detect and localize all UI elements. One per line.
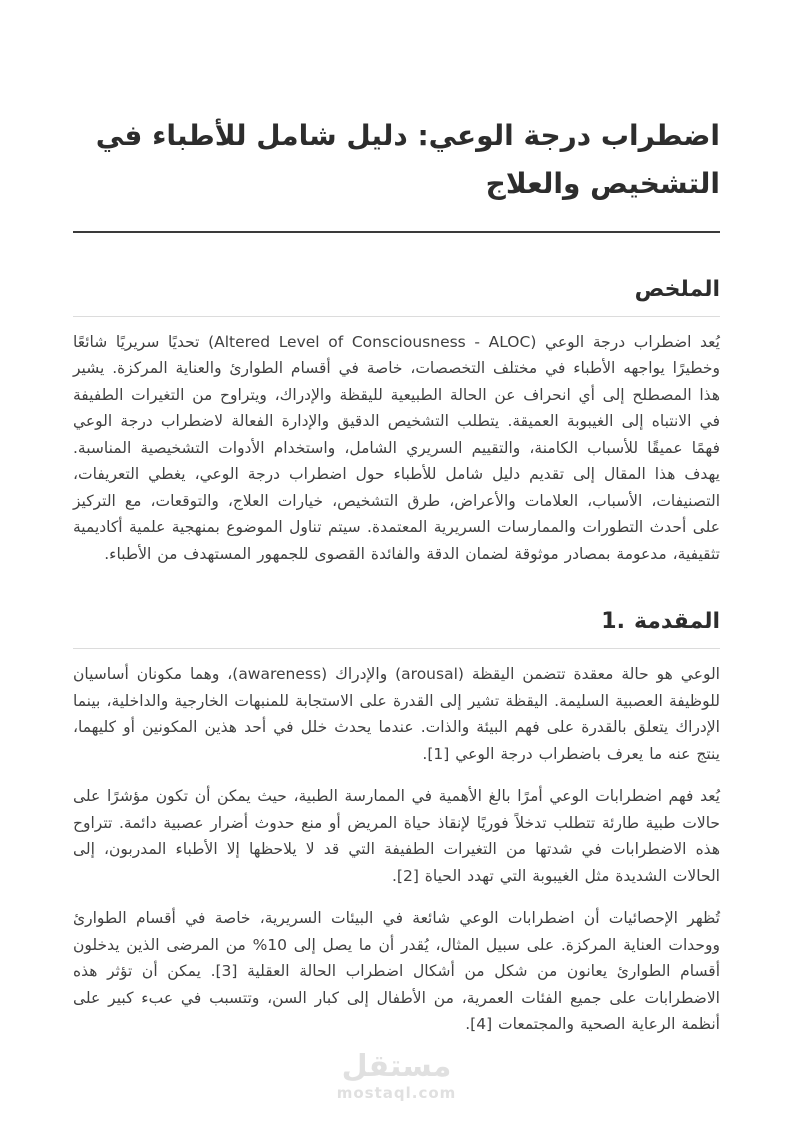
document-title: اضطراب درجة الوعي: دليل شامل للأطباء في التشخيص والعلاج: [95, 119, 720, 200]
section-heading: المقدمة: [633, 609, 720, 635]
watermark-domain-text: mostaql.com: [336, 1083, 457, 1102]
section-summary: [73, 275, 720, 567]
paragraph: الوعي هو حالة معقدة تتضمن اليقظة (arousal) والإدراك (awareness)، وهما مكونان أساسيان للوظيفة العصبية السليمة. اليقظة تشير إلى القدرة على الاستجابة للمنبهات الخارجية والداخلية، بينما الإدراك يتعلق بالقدرة على فهم البيئة والذات. عندما يحدث خلل في أحد هذين المكونين أو كليهما، ينتج عنه ما يعرف باضطراب درجة الوعي [1].: [73, 665, 720, 763]
mostaql-logo: مستقل: [341, 1048, 452, 1084]
section-heading-row: [73, 607, 720, 638]
paragraph: تُظهر الإحصائيات أن اضطرابات الوعي شائعة في البيئات السريرية، خاصة في أقسام الطوارئ ووحدات العناية المركزة. على سبيل المثال، يُقدر أن ما يصل إلى 10% من المرضى الذين يدخلون أقسام الطوارئ يعانون من شكل من أشكال اضطراب الحالة العقلية [3]. يمكن أن تؤثر هذه الاضطرابات على جميع الفئات العمرية، من الأطفال إلى كبار السن، وتتسبب في عبء كبير على أنظمة الرعاية الصحية والمجتمعات [4].: [73, 909, 720, 1034]
watermark: [73, 1048, 720, 1102]
section-number: 1.: [601, 609, 625, 635]
heading-divider: [73, 648, 720, 649]
heading-divider: [73, 316, 720, 317]
section-introduction: [73, 607, 720, 1037]
title-divider: [73, 231, 720, 233]
paragraph: يُعد فهم اضطرابات الوعي أمرًا بالغ الأهمية في الممارسة الطبية، حيث يمكن أن تكون مؤشرًا على حالات طبية طارئة تتطلب تدخلاً فوريًا لإنقاذ حياة المريض أو منع حدوث أضرار عصبية دائمة. تتراوح هذه الاضطرابات في شدتها من التغيرات الطفيفة التي قد لا يلاحظها إلا الأطباء المدربون، إلى الحالات الشديدة مثل الغيبوبة التي تهدد الحياة [2].: [73, 787, 720, 885]
section-heading: الملخص: [634, 277, 720, 303]
section-heading-row: [73, 275, 720, 306]
paragraph: يُعد اضطراب درجة الوعي (Altered Level of Consciousness - ALOC) تحديًا سريريًا شائعًا وخطيرًا يواجهه الأطباء في مختلف التخصصات، خاصة في أقسام الطوارئ والعناية المركزة. يشير هذا المصطلح إلى أي انحراف عن الحالة الطبيعية لليقظة والإدراك، ويتراوح من التغيرات الطفيفة في الانتباه إلى الغيبوبة العميقة. يتطلب التشخيص الدقيق والإدارة الفعالة لاضطراب درجة الوعي فهمًا عميقًا للأسباب الكامنة، والتقييم السريري الشامل، واستخدام الأدوات التشخيصية المناسبة. يهدف هذا المقال إلى تقديم دليل شامل للأطباء حول اضطراب درجة الوعي، يغطي التعريفات، التصنيفات، الأسباب، العلامات والأعراض، طرق التشخيص، خيارات العلاج، والتوقعات، مع التركيز على أحدث التطورات والممارسات السريرية المعتمدة. سيتم تناول الموضوع بمنهجية علمية أكاديمية تثقيفية، مدعومة بمصادر موثوقة لضمان الدقة والفائدة القصوى للجمهور المستهدف من الأطباء.: [73, 332, 720, 563]
